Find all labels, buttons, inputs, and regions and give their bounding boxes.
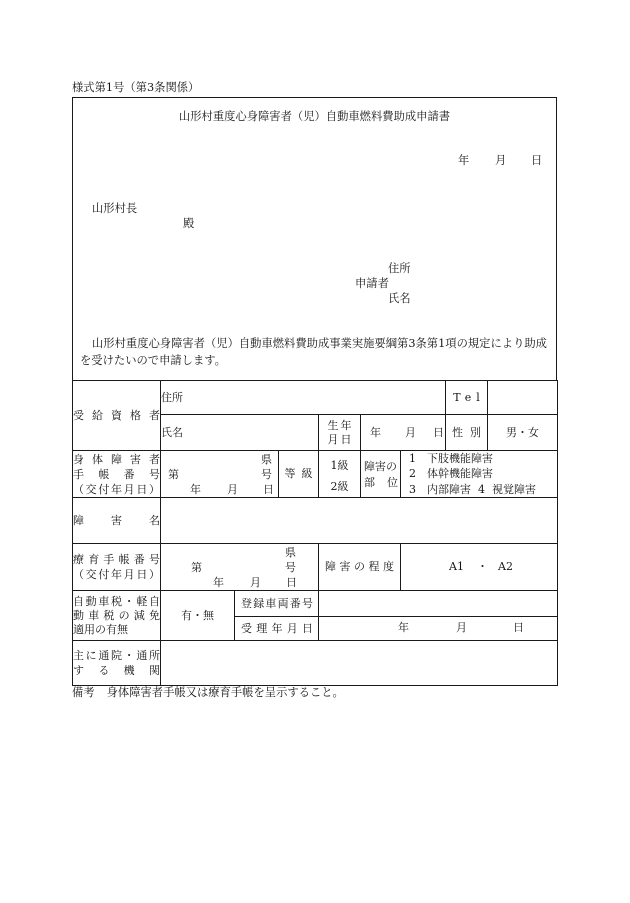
rehab-card-day-label: 日 [286, 576, 297, 589]
grade-option-1[interactable]: 1級 [330, 459, 349, 472]
birth-date-label-cell [319, 415, 361, 451]
rehab-card-prefecture-label: 県 [285, 546, 296, 559]
site-option-1[interactable] [409, 452, 493, 466]
form-number: 様式第1号（第3条関係） [72, 81, 200, 94]
gender-options[interactable]: 男・女 [488, 415, 558, 451]
recipient-address-label: 住所 [161, 390, 183, 404]
tel-label: Tel [453, 390, 485, 404]
rehab-card-label-cell [73, 544, 161, 591]
recipient-label: 受給資格者 [73, 408, 160, 422]
tel-field[interactable] [488, 381, 558, 415]
disability-degree-label: 障害の程度 [325, 560, 394, 573]
receipt-day-label: 日 [513, 621, 524, 634]
physical-card-number-field[interactable] [161, 451, 279, 498]
note-text: 身体障害者手帳又は療育手帳を呈示すること。 [106, 686, 344, 699]
note-label: 備考 [72, 686, 95, 699]
facility-label-cell [73, 641, 161, 686]
grade-options-cell[interactable] [319, 451, 361, 498]
site-option-number: 1 [409, 452, 416, 465]
application-table [72, 380, 558, 686]
rehab-card-month-label: 月 [250, 576, 261, 589]
applicant-name-label: 氏名 [388, 292, 411, 305]
disability-name-label-cell [73, 498, 161, 544]
disability-site-label-line-2: 部位 [364, 476, 398, 489]
recipient-name-label: 氏名 [161, 426, 183, 439]
tel-label-cell [446, 381, 488, 415]
applicant-address-label: 住所 [388, 262, 411, 275]
gender-label: 性別 [452, 425, 482, 439]
disability-site-options[interactable] [401, 451, 558, 498]
degree-option-a1[interactable]: A1 [449, 560, 464, 573]
receipt-month-label: 月 [456, 621, 467, 634]
physical-card-day-label: 日 [263, 483, 274, 496]
physical-card-number-prefix: 第 [168, 468, 179, 481]
disability-degree-label-cell [319, 544, 401, 591]
physical-card-prefecture-label: 県 [261, 453, 272, 466]
birth-label-line-2: 月日 [327, 432, 352, 446]
statement-line-2: を受けたいので申請します。 [80, 354, 226, 367]
rehab-card-number-prefix: 第 [191, 561, 202, 574]
table-row-rehabilitation-card [73, 544, 558, 591]
applicant-label: 申請者 [355, 277, 389, 290]
physical-card-year-label: 年 [190, 483, 201, 496]
date-year-label: 年 [458, 154, 470, 167]
disability-name-field[interactable] [161, 498, 558, 544]
date-month-label: 月 [495, 154, 507, 167]
addressee-name: 山形村長 [92, 202, 138, 215]
table-row-disability-name [73, 498, 558, 544]
table-row-facility [73, 641, 558, 686]
facility-label-line-1: 主に通院・通所 [73, 649, 160, 662]
physical-card-label-line-1: 身体障害者 [73, 452, 160, 466]
site-option-2[interactable] [409, 467, 493, 481]
physical-card-number-suffix: 号 [261, 468, 272, 481]
rehab-card-number-suffix: 号 [285, 561, 296, 574]
site-option-text: 内部障害 [427, 483, 471, 496]
registration-number-label-cell [235, 591, 319, 617]
registration-number-label: 登録車両番号 [241, 596, 313, 610]
receipt-date-field[interactable] [319, 617, 558, 641]
recipient-name-field[interactable] [161, 415, 319, 451]
physical-card-month-label: 月 [227, 483, 238, 496]
receipt-year-label: 年 [398, 621, 409, 634]
application-header-box [72, 97, 557, 380]
site-option-text: 視覚障害 [492, 483, 536, 496]
vehicle-tax-label-line-3: 適用の有無 [73, 622, 128, 636]
birth-date-field[interactable] [361, 415, 446, 451]
grade-label: 等級 [284, 467, 313, 480]
registration-number-field[interactable] [319, 591, 558, 617]
vehicle-tax-label-cell [73, 591, 161, 641]
birth-day-label: 日 [433, 426, 444, 439]
recipient-label-cell [73, 381, 161, 451]
grade-option-2[interactable]: 2級 [330, 480, 349, 493]
site-option-number: 3 [409, 483, 416, 496]
site-option-number: 4 [478, 483, 485, 496]
disability-name-label: 障害名 [73, 513, 160, 527]
site-option-number: 2 [409, 467, 416, 480]
addressee-honorific: 殿 [183, 217, 195, 230]
birth-label-line-1: 生年 [327, 418, 352, 432]
disability-degree-options[interactable] [401, 544, 558, 591]
date-day-label: 日 [531, 154, 543, 167]
facility-label-line-2: する機関 [73, 664, 160, 677]
disability-site-label-line-1: 障害の [364, 460, 397, 473]
rehab-card-label-line-2: （交付年月日） [73, 568, 160, 581]
gender-label-cell [446, 415, 488, 451]
birth-year-label: 年 [370, 426, 381, 439]
receipt-date-label: 受理年月日 [241, 621, 313, 635]
vehicle-tax-label-line-2: 動車税の減免 [73, 608, 160, 622]
vehicle-tax-label-line-1: 自動車税・軽自 [73, 594, 160, 608]
note [72, 686, 344, 700]
grade-label-cell [279, 451, 319, 498]
table-row-physical-disability-card [73, 451, 558, 498]
receipt-date-label-cell [235, 617, 319, 641]
facility-field[interactable] [161, 641, 558, 686]
site-option-text: 体幹機能障害 [427, 467, 493, 480]
physical-card-label-line-2: 手帳番号 [73, 467, 160, 481]
form-title: 山形村重度心身障害者（児）自動車燃料費助成申請書 [178, 110, 451, 123]
degree-option-a2[interactable]: A2 [498, 560, 513, 573]
birth-month-label: 月 [405, 426, 416, 439]
table-row-vehicle-tax-registration [73, 591, 558, 617]
site-option-3-and-4[interactable] [409, 483, 536, 497]
physical-card-label-line-3: （交付年月日） [73, 482, 160, 496]
table-row-recipient-address [73, 381, 558, 415]
recipient-address-field[interactable] [161, 381, 446, 415]
rehab-card-year-label: 年 [213, 576, 224, 589]
rehab-card-number-field[interactable] [161, 544, 319, 591]
vehicle-tax-options[interactable]: 有・無 [161, 591, 235, 641]
disability-site-label-cell [361, 451, 401, 498]
statement-line-1: 山形村重度心身障害者（児）自動車燃料費助成事業実施要綱第3条第1項の規定により助成 [92, 337, 547, 350]
physical-card-label-cell [73, 451, 161, 498]
site-option-text: 下肢機能障害 [427, 452, 493, 465]
degree-option-separator: ・ [477, 560, 488, 573]
rehab-card-label-line-1: 療育手帳番号 [73, 553, 160, 566]
